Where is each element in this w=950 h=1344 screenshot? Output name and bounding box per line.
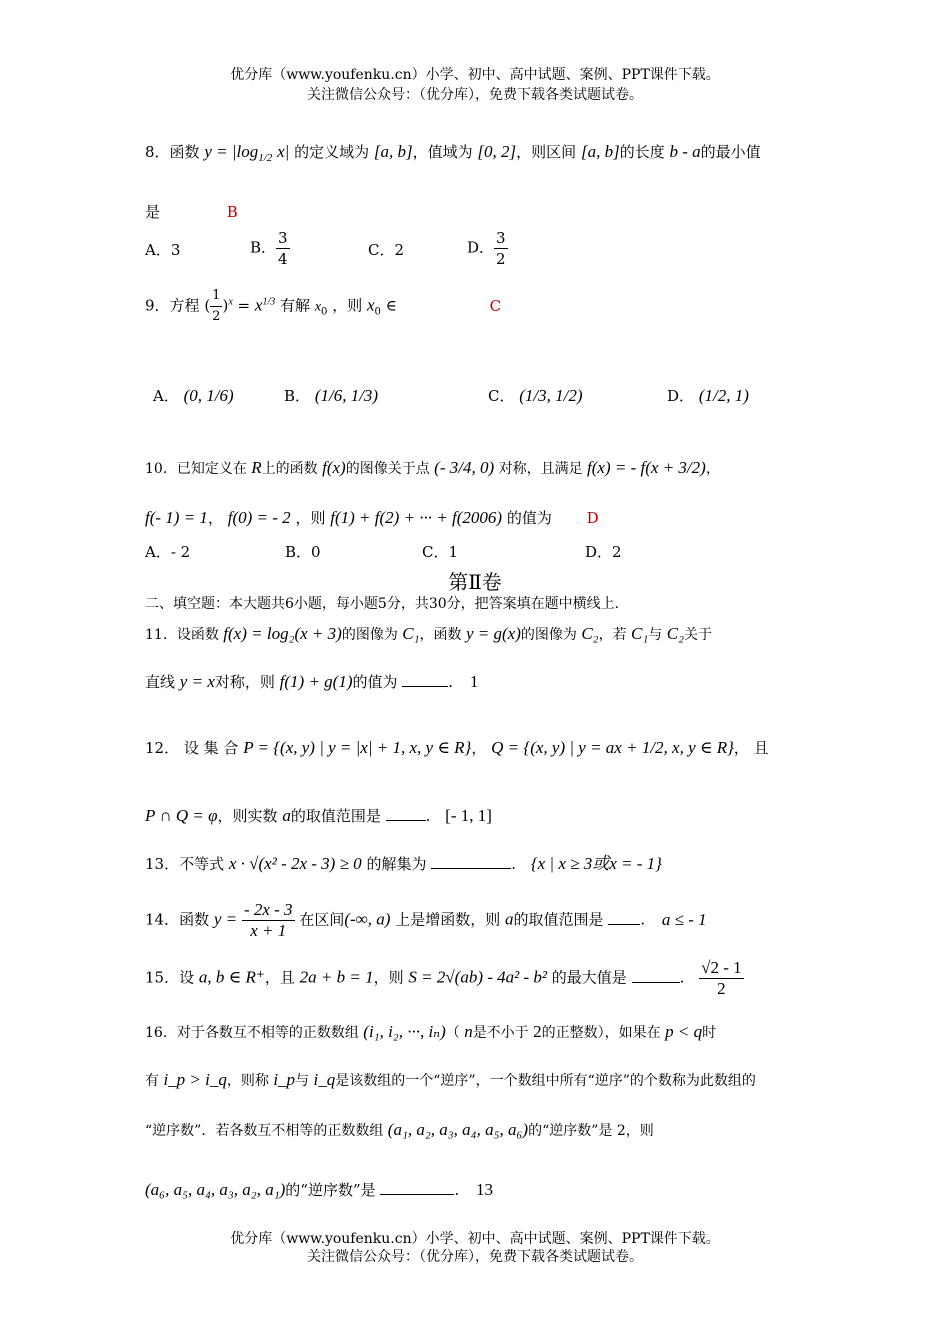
question-16-line1: 16．对于各数互不相等的正数数组 (i₁, i₂, ···, iₙ)（ n是不小于 2的正整数），如果在 p < q时 [145, 1022, 717, 1041]
question-16-line2: 有 i_p > i_q，则称 i_p与 i_q是该数组的一个“逆序”，一个数组中所有“逆序”的个数称为此数组的 [145, 1070, 756, 1089]
answer-15: $\frac{√2 - 1}{2}$ [701, 958, 742, 998]
q8-option-b: B． $\frac{3}{4}$ [250, 229, 288, 268]
question-12-stem: 12． 设 集 合 P = {(x, y) | y = |x| + 1, x, y ∈ R}， Q = {(x, y) | y = ax + 1/2, x, y ∈ R}， 且 [145, 738, 769, 757]
q15-answer-blank [632, 968, 680, 983]
question-13-stem: 13．不等式 x · √(x² - 2x - 3) ≥ 0 的解集为 . {x | x ≥ 3或x = - 1} [145, 854, 662, 873]
question-12-stem-cont: P ∩ Q = φ，则实数 a的取值范围是 . [- 1, 1] [145, 806, 492, 825]
answer-10: D [586, 509, 599, 527]
answer-12: [- 1, 1] [445, 806, 492, 825]
question-9-stem: 9．方程 ( $\frac{1}{2}$ )$^x = x^{1/3}$ 有解 $x_0$ ，则 $x_0$ ∈ C [145, 288, 502, 324]
answer-13: {x | x ≥ 3或x = - 1} [530, 854, 662, 873]
q8-option-c: C．2 [368, 241, 405, 259]
question-10-stem: 10．已知定义在 R上的函数 f(x)的图像关于点 (- 3/4, 0) 对称，且满足 f(x) = - f(x + 3/2)， [145, 458, 720, 477]
question-14-stem: 14．函数 y = $\frac{- 2x - 3}{x + 1}$ 在区间(-∞, a) 上是增函数，则 a的取值范围是 . a ≤ - 1 [145, 900, 707, 940]
answer-8: B [226, 203, 238, 221]
page-footer-line1: 优分库（www.youfenku.cn）小学、初中、高中试题、案例、PPT课件下载。 [230, 1231, 720, 1247]
q16-answer-blank [380, 1180, 454, 1195]
section-intro: 二、填空题：本大题共6小题，每小题5分，共30分，把答案填在题中横线上. [145, 596, 620, 612]
question-11-stem-cont: 直线 y = x对称，则 f(1) + g(1)的值为 . 1 [145, 672, 479, 691]
answer-11: 1 [469, 672, 479, 691]
question-16-line4: (a₆, a₅, a₄, a₃, a₂, a₁)的“逆序数”是 . 13 [145, 1180, 493, 1199]
question-10-stem-cont: f(- 1) = 1， f(0) = - 2 ，则 f(1) + f(2) + ··· + f(2006) 的值为 D [145, 508, 599, 527]
q8-option-d: D． $\frac{3}{2}$ [467, 229, 506, 268]
q8-option-a: A．3 [145, 241, 181, 259]
page-header-line2: 关注微信公众号：（优分库），免费下载各类试题试卷。 [307, 87, 643, 103]
q11-answer-blank [402, 672, 448, 687]
question-15-stem: 15．设 a, b ∈ R⁺，且 2a + b = 1，则 S = 2√(ab) - 4a² - b² 的最大值是 . $\frac{√2 - 1}{2}$ [145, 958, 742, 998]
q12-answer-blank [386, 806, 426, 821]
question-11-stem: 11．设函数 f(x) = log₂(x + 3)的图像为 C₁，函数 y = g(x)的图像为 C₂，若 C₁与 C₂关于 [145, 624, 712, 643]
q10-option-b: B．0 [285, 543, 321, 561]
q9-option-a: A． (0, 1/6) [153, 386, 234, 405]
q9-option-b: B． (1/6, 1/3) [284, 386, 379, 405]
q10-option-a: A．- 2 [145, 543, 191, 561]
q14-answer-blank [608, 910, 640, 925]
q9-option-d: D． (1/2, 1) [667, 386, 749, 405]
q10-option-c: C．1 [422, 543, 459, 561]
page-header-line1: 优分库（www.youfenku.cn）小学、初中、高中试题、案例、PPT课件下载。 [230, 67, 720, 83]
answer-9: C [489, 296, 502, 315]
question-8-stem-cont: 是 B [145, 203, 238, 221]
section-title: 第Ⅱ卷 [448, 570, 502, 594]
q9-option-c: C． (1/3, 1/2) [488, 386, 583, 405]
answer-14: a ≤ - 1 [661, 909, 707, 929]
q10-option-d: D．2 [585, 543, 622, 561]
answer-16: 13 [475, 1180, 493, 1199]
page-footer-line2: 关注微信公众号：（优分库），免费下载各类试题试卷。 [307, 1249, 643, 1265]
question-16-line3: “逆序数”．若各数互不相等的正数数组 (a₁, a₂, a₃, a₄, a₅, a₆)的“逆序数”是 2，则 [145, 1120, 654, 1139]
q13-answer-blank [431, 854, 511, 869]
question-8-stem: 8．函数 $y = |\log_{1/2}$ x| 的定义域为 [a, b]，值域为 [0, 2]，则区间 [a, b]的长度 b - a的最小值 [145, 142, 761, 164]
